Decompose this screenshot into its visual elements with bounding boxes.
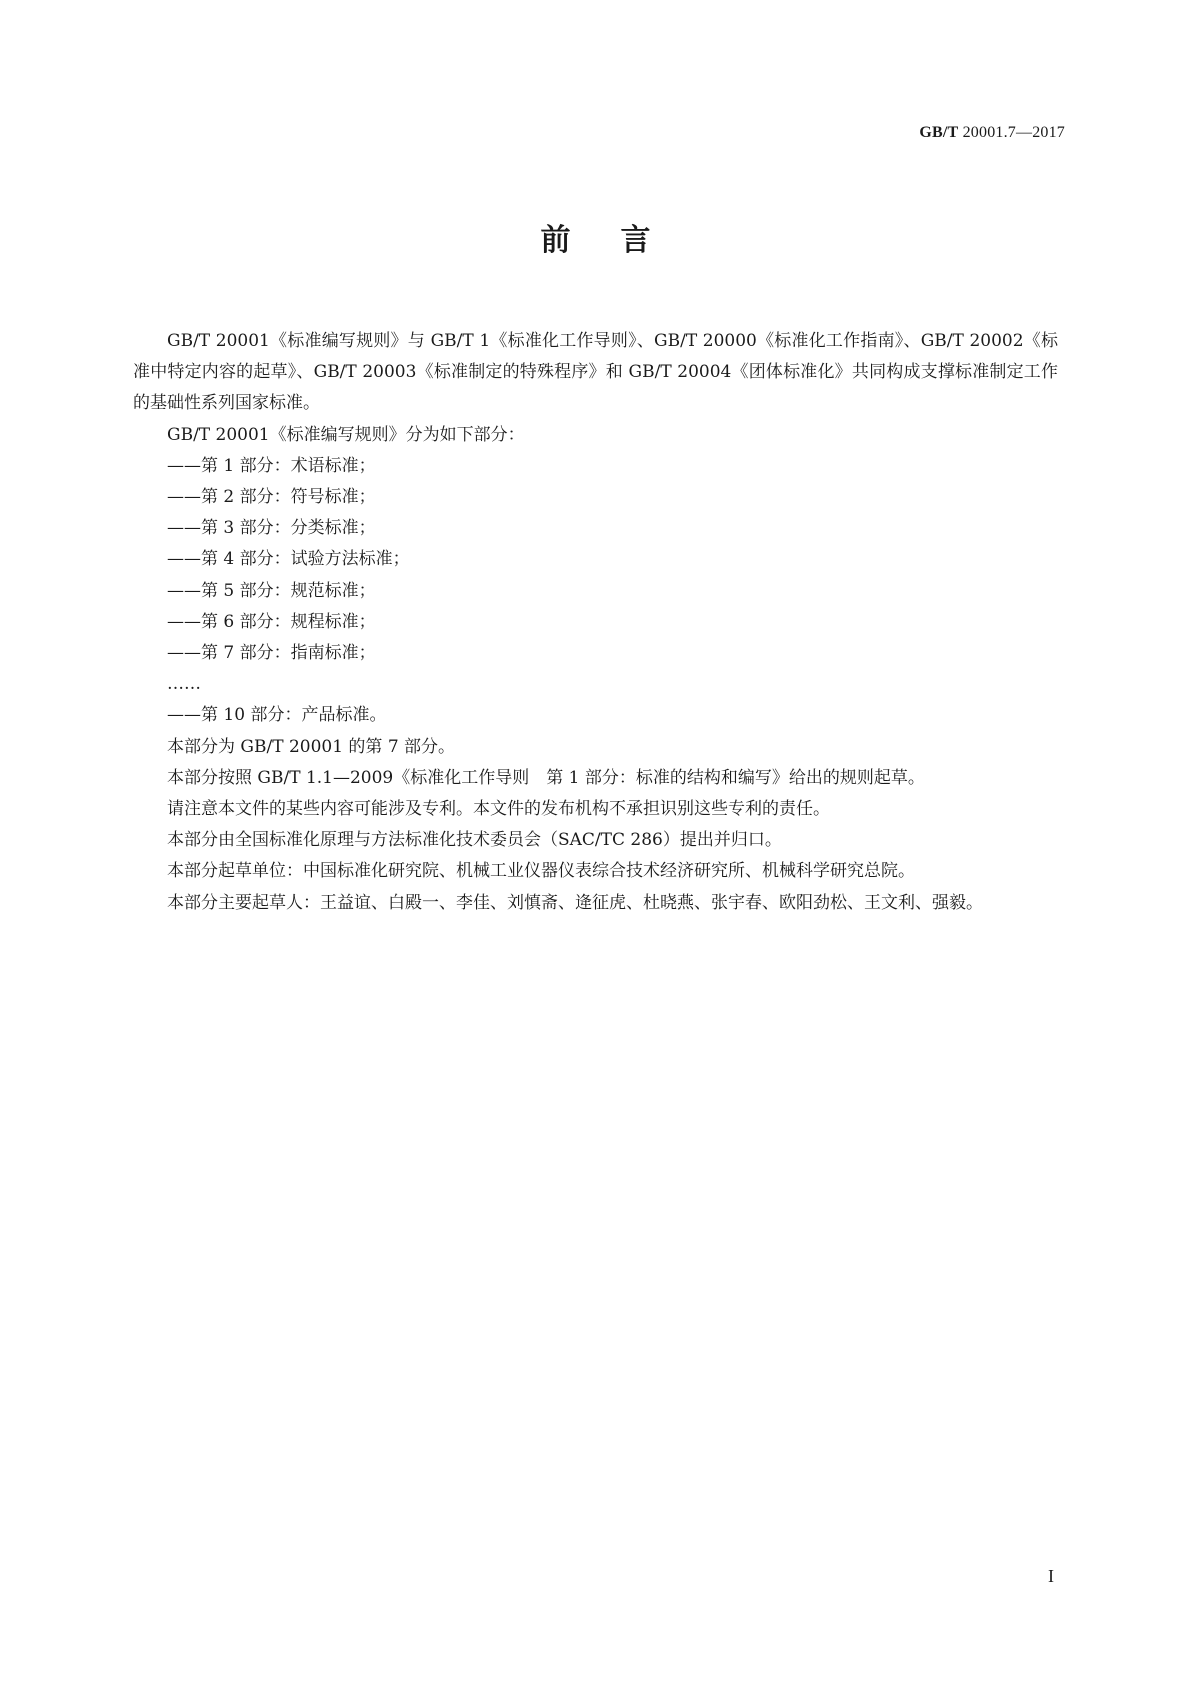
list-item-part-2: ——第 2 部分：符号标准；: [167, 487, 376, 508]
paragraph-drafting-rules: 本部分按照 GB/T 1.1—2009《标准化工作导则 第 1 部分：标准的结构和编写》给出的规则起草。: [167, 767, 925, 788]
list-item-part-5: ——第 5 部分：规范标准；: [167, 580, 376, 601]
list-item-ellipsis: ……: [167, 674, 201, 695]
list-item-part-3: ——第 3 部分：分类标准；: [167, 518, 376, 539]
paragraph-proposer: 本部分由全国标准化原理与方法标准化技术委员会（SAC/TC 286）提出并归口。: [167, 830, 782, 851]
page-number: I: [1048, 1566, 1054, 1586]
list-item-part-1: ——第 1 部分：术语标准；: [167, 455, 376, 476]
foreword-body: [133, 326, 1058, 919]
list-item-part-4: ——第 4 部分：试验方法标准；: [167, 549, 410, 570]
list-item-part-7: ——第 7 部分：指南标准；: [167, 643, 376, 664]
paragraph-series-intro: GB/T 20001《标准编写规则》与 GB/T 1《标准化工作导则》、GB/T 20000《标准化工作指南》、GB/T 20002《标准中特定内容的起草》、GB/T 20003《标准制定的特殊程序》和 GB/T 20004《团体标准化》共同构成支撑标准制定工作的基础性系列国家标准。: [133, 331, 1058, 414]
paragraph-drafting-units: 本部分起草单位：中国标准化研究院、机械工业仪器仪表综合技术经济研究所、机械科学研究总院。: [167, 861, 915, 882]
page-title: 前言: [540, 223, 701, 258]
paragraph-parts-intro: GB/T 20001《标准编写规则》分为如下部分：: [167, 424, 525, 445]
standard-code-number: 20001.7—2017: [958, 124, 1065, 141]
paragraph-patent-notice: 请注意本文件的某些内容可能涉及专利。本文件的发布机构不承担识别这些专利的责任。: [167, 799, 830, 820]
standard-code: [919, 124, 1065, 142]
paragraph-part-statement: 本部分为 GB/T 20001 的第 7 部分。: [167, 736, 456, 757]
list-item-part-6: ——第 6 部分：规程标准；: [167, 611, 376, 632]
standard-code-prefix: GB/T: [919, 124, 959, 141]
list-item-part-10: ——第 10 部分：产品标准。: [167, 705, 387, 726]
paragraph-drafters: 本部分主要起草人：王益谊、白殿一、李佳、刘慎斋、逄征虎、杜晓燕、张宇春、欧阳劲松、王文利、强毅。: [167, 892, 983, 913]
